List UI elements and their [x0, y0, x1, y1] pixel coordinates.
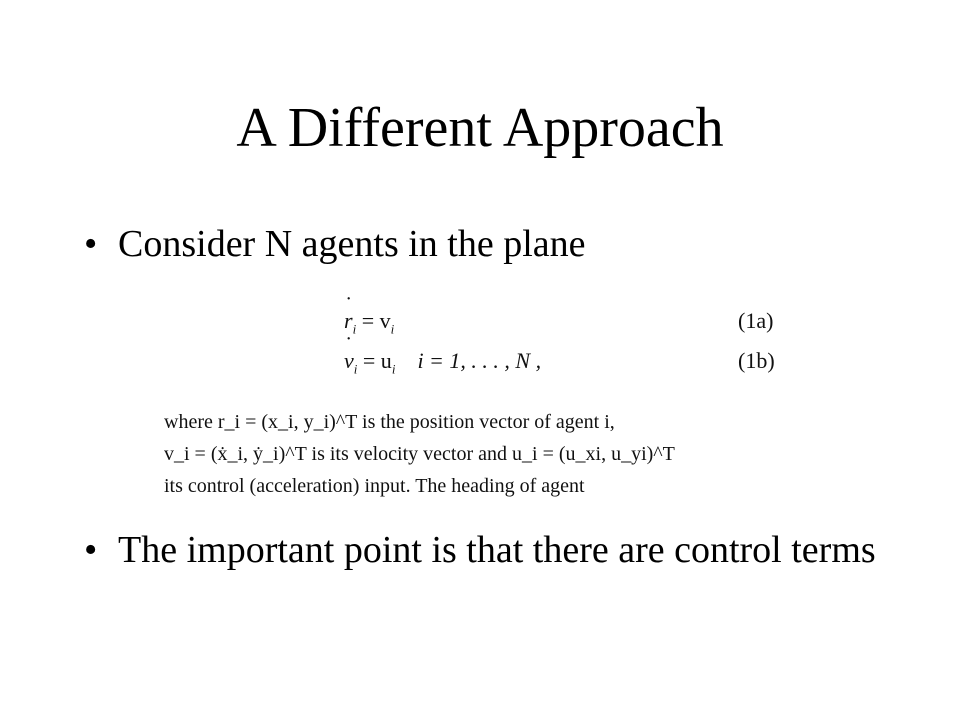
equation-rhs: = u — [362, 348, 392, 373]
bullet-item — [84, 222, 884, 266]
equation-rhs-subscript: i — [390, 321, 395, 337]
bullet-marker: • — [84, 529, 98, 571]
bullet-item — [84, 528, 884, 572]
equation-lhs-subscript: i — [352, 321, 357, 337]
bullet-text: Consider N agents in the plane — [118, 223, 586, 265]
slide-title: A Different Approach — [236, 97, 724, 159]
math-paragraph-line: its control (acceleration) input. The heading of agent — [164, 475, 585, 497]
equation-number: (1b) — [738, 348, 775, 373]
equation-number: (1a) — [738, 308, 774, 333]
bullet-marker: • — [84, 223, 98, 265]
equation-lhs: ˙ r — [344, 306, 353, 336]
math-paragraph-line: v_i = (ẋ_i, ẏ_i)^T is its velocity vector and u_i = (u_xi, u_yi)^T — [164, 443, 675, 465]
equation-rhs-subscript: i — [391, 361, 396, 377]
equation-1b — [344, 346, 541, 376]
equation-rhs: = v — [361, 308, 391, 333]
equation-lhs: ˙ v — [344, 346, 354, 376]
equation-range: i = 1, . . . , N , — [417, 348, 542, 373]
bullet-text: The important point is that there are control terms — [118, 529, 876, 571]
math-paragraph-line: where r_i = (x_i, y_i)^T is the position vector of agent i, — [164, 411, 615, 433]
equation-lhs-subscript: i — [353, 361, 358, 377]
